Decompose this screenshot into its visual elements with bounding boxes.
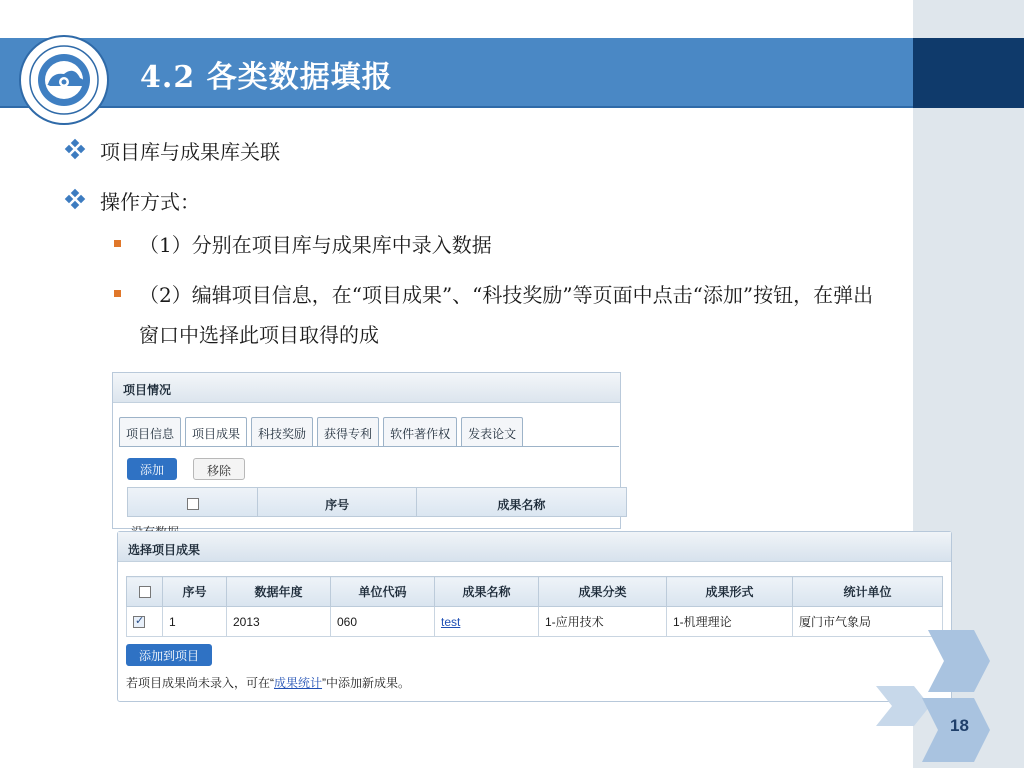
column-result-name: 成果名称 — [497, 498, 546, 512]
row-select-cell — [127, 607, 163, 637]
diamond-bullet-icon — [64, 138, 86, 160]
bullet-item — [64, 186, 200, 215]
right-navy-block — [913, 38, 1024, 108]
column-form: 成果形式 — [667, 577, 793, 607]
tabs-divider — [119, 446, 619, 447]
remove-button[interactable]: 移除 — [193, 458, 245, 480]
results-header-row — [127, 577, 943, 607]
cell-result-name — [435, 607, 539, 637]
cell-year: 2013 — [227, 607, 331, 637]
column-seq: 序号 — [163, 577, 227, 607]
tab-patents[interactable]: 获得专利 — [317, 417, 379, 447]
results-table-header — [127, 487, 627, 517]
project-tabs — [119, 417, 527, 447]
bullet-text: 项目库与成果库关联 — [100, 140, 280, 164]
select-column — [127, 577, 163, 607]
title-bar — [0, 38, 913, 108]
sub-bullet-item — [114, 275, 879, 355]
result-stats-link[interactable]: 成果统计 — [274, 676, 323, 690]
hint-text: 若项目成果尚未录入，可在“成果统计”中添加新成果。 — [126, 676, 411, 690]
column-stat-unit: 统计单位 — [793, 577, 943, 607]
add-to-project-button[interactable]: 添加到项目 — [126, 644, 212, 666]
cell-stat-unit: 厦门市气象局 — [793, 607, 943, 637]
select-all-checkbox[interactable] — [139, 586, 151, 598]
sub-bullet-text: （2）编辑项目信息，在“项目成果”、“科技奖励”等页面中点击“添加”按钮，在弹出窗口中选择此项目取得的成 — [139, 283, 874, 347]
square-bullet-icon — [114, 240, 121, 247]
cell-category: 1-应用技术 — [539, 607, 667, 637]
column-unit-code: 单位代码 — [331, 577, 435, 607]
diamond-bullet-icon — [64, 188, 86, 210]
tab-papers[interactable]: 发表论文 — [461, 417, 523, 447]
tab-tech-awards[interactable]: 科技奖励 — [251, 417, 313, 447]
select-all-checkbox[interactable] — [187, 498, 199, 510]
bullet-text: 操作方式： — [100, 190, 200, 214]
page-number: 18 — [950, 716, 969, 735]
row-checkbox[interactable] — [133, 616, 145, 628]
slide-title: 4.2 各类数据填报 — [140, 60, 393, 95]
select-panel-header: 选择项目成果 — [118, 532, 951, 562]
hint-suffix: 中添加新成果。 — [326, 676, 411, 690]
result-name-link[interactable]: test — [441, 614, 461, 629]
column-seq: 序号 — [258, 488, 416, 516]
table-row[interactable] — [127, 607, 943, 637]
hint-prefix: 若项目成果尚未录入，可在 — [126, 676, 271, 690]
sub-bullet-item — [114, 225, 879, 265]
tab-project-info[interactable]: 项目信息 — [119, 417, 181, 447]
cell-unit-code: 060 — [331, 607, 435, 637]
column-category: 成果分类 — [539, 577, 667, 607]
column-result-name: 成果名称 — [435, 577, 539, 607]
cell-seq: 1 — [163, 607, 227, 637]
column-year: 数据年度 — [227, 577, 331, 607]
tab-software-copyright[interactable]: 软件著作权 — [383, 417, 457, 447]
bullet-item — [64, 136, 280, 165]
square-bullet-icon — [114, 290, 121, 297]
cell-form: 1-机理理论 — [667, 607, 793, 637]
cma-logo-icon — [18, 34, 110, 126]
add-button[interactable]: 添加 — [127, 458, 177, 480]
project-info-panel — [112, 372, 621, 529]
chevron-decor-icon — [928, 630, 992, 692]
tab-project-results[interactable]: 项目成果 — [185, 417, 247, 447]
select-all-column — [128, 488, 258, 516]
results-table — [126, 576, 943, 637]
sub-bullet-text: （1）分别在项目库与成果库中录入数据 — [139, 233, 492, 257]
select-results-dialog — [117, 531, 952, 702]
project-panel-header: 项目情况 — [113, 373, 620, 403]
